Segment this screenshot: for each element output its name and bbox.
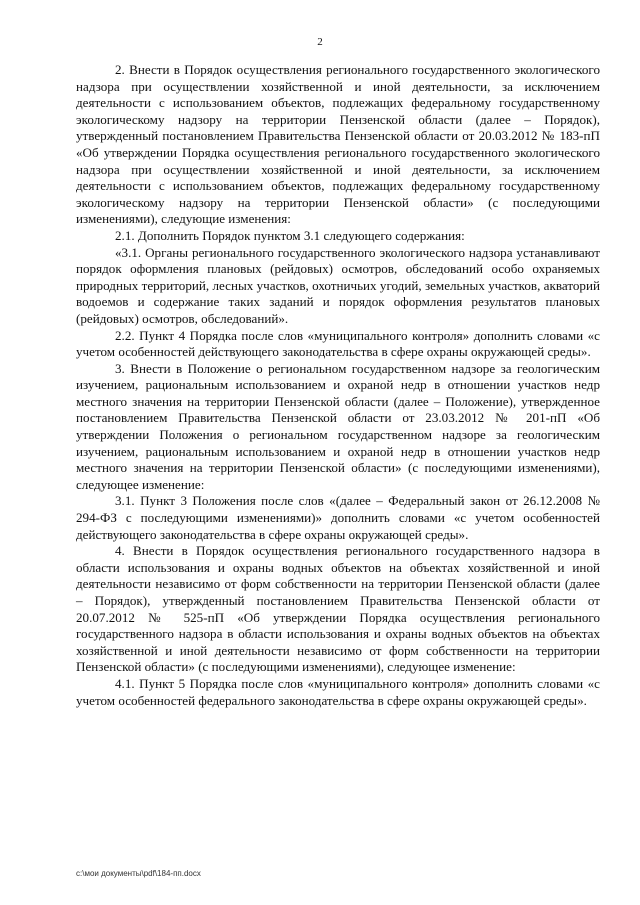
file-path-footer: c:\мои документы\pdf\184-пп.docx [76, 869, 201, 878]
paragraph-item-4: 4. Внести в Порядок осуществления регионального государственного надзора в области использования и охраны водных объектов на объектах хозяйственной и иной деятельности независимо от форм собственности на территории Пензенской области (далее – Порядок), утвержденный постановлением Правительства Пензенской области от 20.07.2012 № 525-пП «Об утверждении Порядка осуществления регионального государственного надзора в области использования и охраны водных объектов на объектах хозяйственной и иной деятельности независимо от форм собственности на территории Пензенской области» (с последующими изменениями), следующее изменение: [76, 543, 600, 675]
page-number: 2 [317, 36, 323, 48]
paragraph-item-2-2: 2.2. Пункт 4 Порядка после слов «муниципального контроля» дополнить словами «с учетом особенностей действующего законодательства в сфере охраны окружающей среды». [76, 327, 600, 360]
paragraph-item-2-1: 2.1. Дополнить Порядок пунктом 3.1 следующего содержания: [115, 227, 465, 243]
paragraph-quote-3-1: «3.1. Органы регионального государственного экологического надзора устанавливают порядок оформления плановых (рейдовых) осмотров, обследований особо охраняемых природных территорий, лесных участков, охотничьих угодий, земельных участков, акваторий водоемов и содержание таких заданий и порядок оформления результатов плановых (рейдовых) осмотров, обследований». [76, 244, 600, 326]
paragraph-item-2: 2. Внести в Порядок осуществления регионального государственного экологического надзора при осуществлении хозяйственной и иной деятельности, за исключением деятельности с использованием объектов, подлежащих федеральному государственному экологическому надзору на территории Пензенской области (далее – Порядок), утвержденный постановлением Правительства Пензенской области от 20.03.2012 № 183-пП «Об утверждении Порядка осуществления регионального государственного экологического надзора при осуществлении хозяйственной и иной деятельности, за исключением деятельности с использованием объектов, подлежащих федеральному государственному экологическому надзору на территории Пензенской области» (с последующими изменениями), следующие изменения: [76, 62, 600, 227]
document-body [76, 62, 600, 709]
paragraph-item-4-1: 4.1. Пункт 5 Порядка после слов «муниципального контроля» дополнить словами «с учетом особенностей федерального законодательства в сфере охраны окружающей среды». [76, 675, 600, 708]
paragraph-item-3-1: 3.1. Пункт 3 Положения после слов «(далее – Федеральный закон от 26.12.2008 № 294-ФЗ с последующими изменениями)» дополнить словами «с учетом особенностей действующего законодательства в сфере охраны окружающей среды». [76, 493, 600, 542]
paragraph-item-3: 3. Внести в Положение о региональном государственном надзоре за геологическим изучением, рациональным использованием и охраной недр в отношении участков недр местного значения на территории Пензенской области (далее – Положение), утвержденное постановлением Правительства Пензенской области от 23.03.2012 № 201-пП «Об утверждении Положения о региональном государственном надзоре за геологическим изучением, рациональным использованием и охраной недр в отношении участков недр местного значения на территории Пензенской области» (с последующими изменениями), следующее изменение: [76, 360, 600, 492]
